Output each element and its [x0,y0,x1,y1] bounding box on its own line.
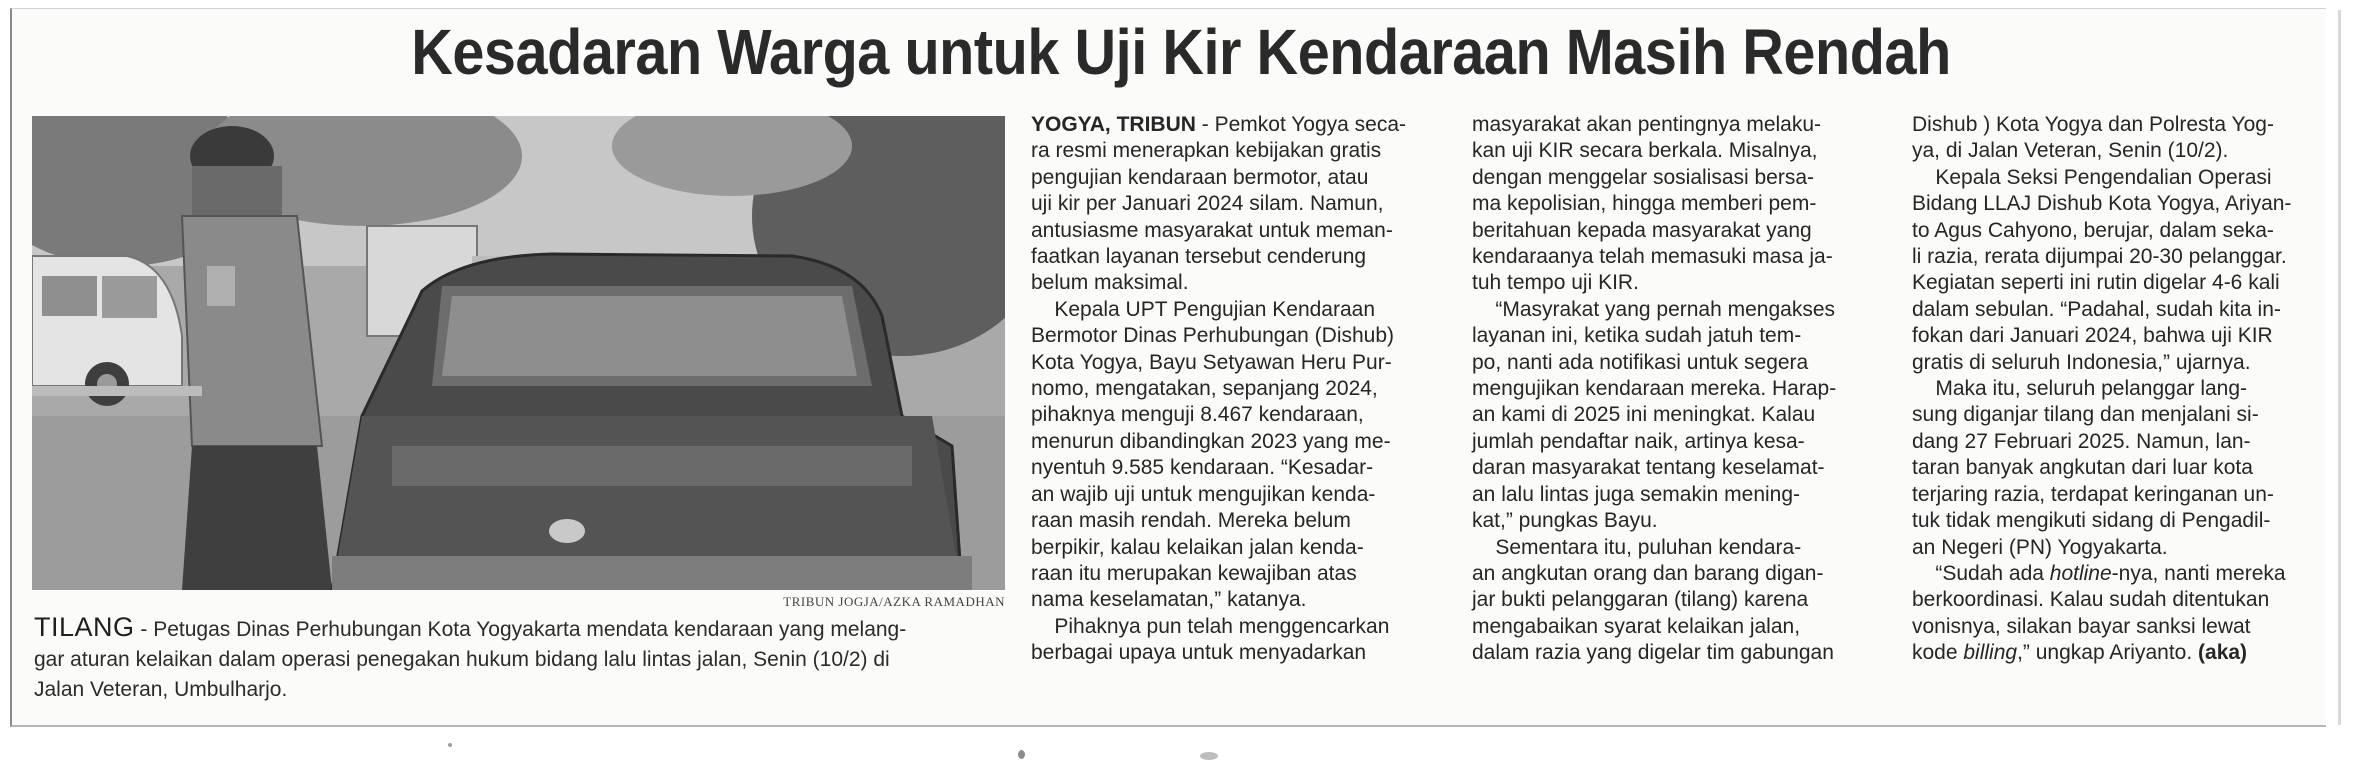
article-column-2: masyarakat akan pentingnya melaku- kan uji KIR secara berkala. Misalnya, dengan menggelar sosialisasi bersa- ma kepolisian, hingga memberi pem- beritahuan kepada masyarakat yang kendaraanya telah memasuki masa ja- tuh tempo uji KIR. “Masyrakat yang pernah mengakses layanan ini, ketika sudah jatuh tem- po, nanti ada notifikasi untuk segera mengujikan kendaraan mereka. Harap- an kami di 2025 ini meningkat. Kalau jumlah pendaftar naik, artinya kesa- daran masyarakat tentang keselamat- an lalu lintas juga semakin mening- kat,” pungkas Bayu. Sementara itu, puluhan kendara- an angkutan orang dan barang digan- jar bukti pelanggaran (tilang) karena mengabaikan syarat kelaikan jalan, dalam razia yang digelar tim gabungan [1472,113,1837,665]
article-col3-hotline: hotline [2049,561,2112,585]
news-photo [32,116,1005,590]
scan-speck [1018,750,1025,759]
article-col3-part-b: -nya, nanti mereka berkoordinasi. Kalau sudah ditentukan vonisnya, silakan bayar sanksi lewat kode [1912,561,2286,665]
article-column-3 [1912,112,2322,667]
article-col1-first-line: - Pemkot Yogya seca- [1195,113,1407,136]
article-col3-part-a: Dishub ) Kota Yogya dan Polresta Yog- ya, di Jalan Veteran, Senin (10/2). Kepala Seksi Pengendalian Operasi Bidang LLAJ Dishub Kota Yogya, Ariyan- to Agus Cahyono, berujar, dalam seka- li razia, rerata dijumpai 20-30 pelanggar. Kegiatan seperti ini rutin digelar 4-6 kali dalam sebulan. “Padahal, sudah kita in- fokan dari Januari 2024, bahwa uji KIR gratis di seluruh Indonesia,” ujarnya. Maka itu, seluruh pelanggar lang- sung diganjar tilang dan menjalani si- dang 27 Februari 2025. Namun, lan- taran banyak angkutan dari luar kota terjaring razia, terdapat keringanan un- tuk tidak mengikuti sidang di Pengadil- an Negeri (PN) Yogyakarta. “Sudah ada [1912,113,2292,585]
scan-edge [2338,10,2341,725]
headline: Kesadaran Warga untuk Uji Kir Kendaraan Masih Rendah [411,16,1951,88]
photo-caption [34,612,1009,705]
scan-speck [1200,752,1218,760]
article-author-initials: (aka) [2198,641,2248,665]
scan-speck [448,743,452,747]
caption-text: - Petugas Dinas Perhubungan Kota Yogyakarta mendata kendaraan yang melang- gar aturan kelaikan dalam operasi penegakan hukum bidang lalu lintas jalan, Senin (10/2) di Jalan Veteran, Umbulharjo. [34,618,907,701]
photo-credit: TRIBUN JOGJA/AZKA RAMADHAN [783,594,1005,609]
dateline: YOGYA, TRIBUN [1031,113,1196,136]
caption-lead: TILANG [34,612,135,642]
article-col1-body: ra resmi menerapkan kebijakan gratis pengujian kendaraan bermotor, atau uji kir per Januari 2024 silam. Namun, antusiasme masyarakat untuk meman- faatkan layanan tersebut cenderung belum maksimal. Kepala UPT Pengujian Kendaraan Bermotor Dinas Perhubungan (Dishub) Kota Yogya, Bayu Setyawan Heru Pur- nomo, mengatakan, sepanjang 2024, pihaknya menguji 8.467 kendaraan, menurun dibandingkan 2023 yang me- nyentuh 9.585 kendaraan. “Kesadar- an wajib uji untuk mengujikan kenda- raan masih rendah. Mereka belum berpikir, kalau kelaikan jalan kenda- raan itu merupakan kewajiban atas nama keselamatan,” katanya. Pihaknya pun telah menggencarkan berbagai upaya untuk menyadarkan [1031,139,1395,665]
news-photo-illustration [32,116,1005,590]
article-column-1 [1031,112,1456,667]
article-col3-billing: billing [1963,641,2018,665]
article-col3-part-c: ,” ungkap Ariyanto. [2017,641,2199,665]
